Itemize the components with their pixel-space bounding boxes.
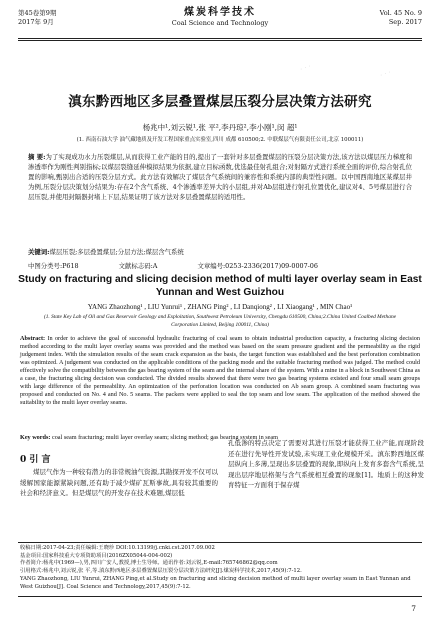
- footnote-citation-en: YANG Zhaozhong, LIU Yunrui, ZHANG Ping,et al.Study on fracturing and slicing decision method of multi layer overlay seam in East Yunnan and West Guizhou[J]. Coal Science and Technology,2017,45(9):7-12.: [20, 575, 411, 590]
- abstract-label-cn: 摘 要:: [28, 153, 46, 161]
- footnote-citation-cn: 引用格式:杨兆中,刘云锐,张 平,等.滇东黔西地区多层叠置煤层压裂分层决策方法研究[J].煤炭科学技术,2017,45(9):7-12.: [20, 568, 302, 575]
- body-column-right: 孔低渗的特点决定了需要对其进行压裂才能获得工业产能,而现阶段还在进行先导性开发试验,未实现工业化规模开采。滇东黔西地区煤层纵向上多薄,呈现出多层叠置的现象,即纵向上发育多套含气系统,呈现出层序地层格架与含气系统相互叠置的现象[1]。地质上的这种发育特征一方面利于保存煤: [228, 439, 424, 489]
- watermark-mark: · · ·: [298, 62, 313, 74]
- article-number: 文章编号:0253-2336(2017)09-0007-06: [197, 262, 318, 270]
- header-center: [18, 6, 422, 28]
- keywords-text-cn: 煤层压裂;多层叠置煤层;分层方法;煤层含气系统: [49, 248, 184, 256]
- abstract-en: [20, 335, 420, 407]
- page-number: 7: [411, 604, 416, 613]
- affiliation-en: (1. State Key Lab of Oil and Gas Reservoir Geology and Exploitation, Southwest Petroleum University, Chengdu 610500, China;2.China United Coalbed Methane Corporation Limited, Beijing 100011, China): [43, 314, 397, 328]
- footnotes: [20, 545, 420, 591]
- date-en: Sep. 2017: [388, 17, 422, 26]
- affiliation-cn: (1. 西南石油大学 油气藏地质及开发工程国家重点实验室,四川 成都 610500;2. 中联煤层气有限责任公司,北京 100011): [76, 137, 364, 143]
- volume-issue-cn: 第45卷第9期: [18, 9, 57, 17]
- header-rule-bottom: [18, 40, 422, 41]
- footnote-received: 收稿日期:2017-04-23;责任编辑:王晓珍 DOI:10.13199/j.cnki.cst.2017.09.002: [20, 545, 215, 551]
- footnote-rule: [18, 542, 422, 543]
- watermark-mark: · · ·: [378, 68, 393, 80]
- keywords-label-en: Key words:: [20, 434, 51, 441]
- journal-name-en: Coal Science and Technology: [171, 19, 269, 27]
- abstract-text-en: In order to achieve the goal of successful hydraulic fracturing of coal seam to obtain industrial production capacity, a fracturing slicing decision method according to the multi layer overlay seams was provided and the method was based on the seam pressure gradient and the permeability as the rigid judgement index. With the simulation results of the seam crack expansion as the basis, the target function was established and the best perforation combination was optimized. A judgement was conducted on the applicable conditions of the packing mode and the suitable fracturing method was judged. The method could effectively solve the compatibility between the gas bearing system of the seam and the internal share of the system. With a mine in a block in Southwest China as a case, the fracturing slicing decision was conducted. The divided results showed that there were two gas bearing systems existed and four small seam groups with large difference of the permeability. An optimization of the perforation location was conducted on Ab seam group. A combined seam fracturing was proposed and conducted on No. 4 and No. 5 seams. The packers were applied to seal the top seam and low seam. The application of the method showed the suitability to the multi layer overlay seams.: [20, 335, 420, 407]
- abstract-cn: [28, 152, 412, 202]
- section-heading-introduction: 0 引 言: [20, 455, 51, 465]
- abstract-label-en: Abstract:: [20, 335, 46, 342]
- paper-title-cn: 滇东黔西地区多层叠置煤层压裂分层决策方法研究: [68, 94, 372, 110]
- header-right: [380, 9, 422, 26]
- abstract-text-cn: 为了实现成功水力压裂煤层,从而获得工业产能的目的,提出了一套针对多层叠置煤层的压裂分层决策方法,该方法以煤层压力梯度和渗透率作为刚性判别指标;以煤层裂缝延伸模拟结果为依据,建立目标函数,优选最佳射孔组合;对射隔方式进行系统全面的评价,综合射孔位置的影响,甄别出合适的压裂分层方式。此方法有效解决了煤层含气系统间的兼容性和系统内部的典型性问题。以中国西南地区某煤层井为例,压裂分层决策划分结果为:存在2个含气系统、4个渗透率差异大的小层组,并对Ab层组进行射孔位置优化,建议对4、5号煤层进行合层压裂,并使用封隔器封堵上下层,结果证明了该方法对多层叠置煤层的适用性。: [28, 153, 412, 201]
- journal-name-cn: 煤炭科学技术: [184, 7, 256, 18]
- date-cn: 2017年 9月: [18, 17, 54, 26]
- body-column-left: 煤层气作为一种较有潜力的非常规油气资源,其勘探开发不仅可以缓解国家能源紧缺问题,还有助于减少煤矿瓦斯事故,具有较其重要的社会和经济意义。但是煤层气的开发存在技术难题,煤层低: [20, 468, 218, 497]
- clc-number: 中图分类号:P618: [28, 262, 79, 270]
- authors-cn: 杨兆中¹,刘云锐¹,张 平²,李丹琼²,李小刚¹,闵 超¹: [142, 123, 298, 132]
- footnote-author-bio: 作者简介:杨兆中(1969—),男,四川广安人,教授,博士生导师。通讯作者:刘云锐,E-mail:765746862@qq.com: [20, 560, 278, 567]
- keywords-cn: [28, 248, 412, 257]
- authors-en: YANG Zhaozhong¹ , LIU Yunrui¹ , ZHANG Ping² , LI Danqiong² , LI Xiaogang¹ , MIN Chao¹: [87, 303, 353, 311]
- classification-line: [28, 261, 412, 270]
- keywords-text-en: coal seam fracturing; multi layer overlay seam; slicing method; gas bearing system in seam: [51, 434, 278, 441]
- footnote-rule-bottom: [18, 596, 422, 597]
- document-code: 文献标志码:A: [118, 262, 158, 270]
- running-header: [18, 6, 422, 36]
- keywords-label-cn: 关键词:: [28, 248, 50, 256]
- paper-title-en: Study on fracturing and slicing decision method of multi layer overlay seam in East Yunnan and West Guizhou: [18, 274, 422, 298]
- header-rule-top: [18, 38, 422, 39]
- footnote-funding: 基金项目:国家科技重大专项资助项目(2016ZX05044-004-002): [20, 552, 173, 559]
- volume-issue-en: Vol. 45 No. 9: [379, 9, 422, 17]
